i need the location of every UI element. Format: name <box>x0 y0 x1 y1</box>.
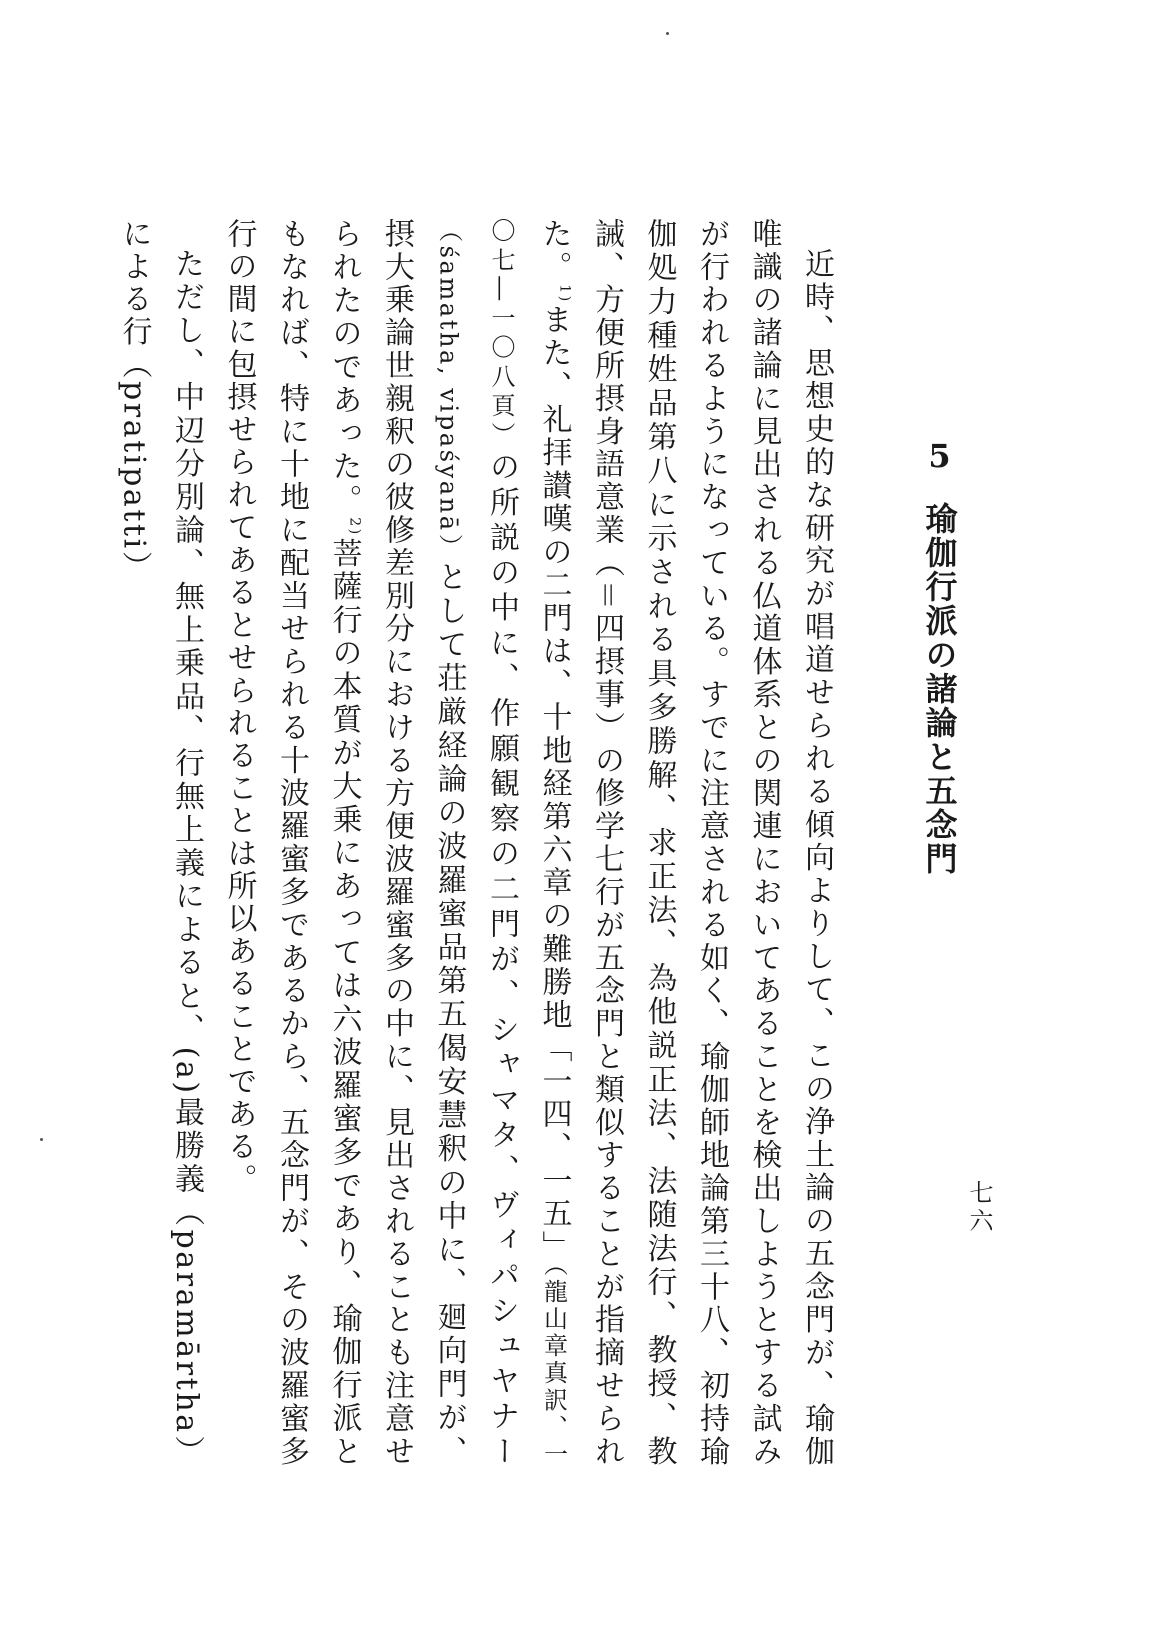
stray-mark <box>666 32 669 35</box>
footnote-ref-1: 1) <box>556 284 573 304</box>
paragraph-1 <box>212 218 842 1468</box>
footnote-ref-2: 2) <box>346 517 363 537</box>
sanskrit-gloss: （śamatha, vipaśyanā） <box>434 218 463 562</box>
page-number: 七六 <box>965 1180 993 1236</box>
text-segment: 近時、思想史的な研究が唱道せられる傾向よりして、この浄土論の五念門が、瑜伽唯識の諸論に見出される仏道体系との関連においてあることを検出しようとする試みが行われるようになっている。すでに注意される如く、瑜伽師地論第三十八、初持瑜伽処力種姓品第八に示される具多勝解、求正法、為他説正法、法随法行、教授、教誡、方便所摂身語意業（＝四摂事）の修学七行が五念門と類似することが指摘せられた。 <box>536 218 834 1468</box>
text-segment: の所説の中に、作願観察の二門が、シャマタ、ヴィパシュヤナー <box>484 451 519 1468</box>
citation-note: （龍山章真訳、一〇七―一〇八頁） <box>487 218 568 1468</box>
section-heading <box>917 440 963 1440</box>
text-segment: ただし、中辺分別論、無上乗品、行無上義によると、(a)最勝義（paramārtha）による行（pratipatti） <box>116 218 204 1468</box>
text-segment: 菩薩行の本質が大乗にあっては六波羅蜜多であり、瑜伽行派ともなれば、特に十地に配当せられる十波羅蜜多であるから、五念門が、その波羅蜜多行の間に包摂せられてあるとせられることは所以あることである。 <box>221 218 362 1468</box>
body-text <box>116 218 842 1468</box>
section-title: 瑜伽行派の諸論と五念門 <box>920 502 959 876</box>
text-segment: また、礼拝讃嘆の二門は、十地経第六章の難勝地「一四、一五」 <box>536 303 572 1264</box>
section-number: 5 <box>928 440 951 472</box>
text-segment: として荘厳経論の波羅蜜品第五偈安慧釈の中に、廻向門が、摂大乗論世親釈の彼修差別分における方便波羅蜜多の中に、見出されることも注意せられたのであった。 <box>326 218 467 1468</box>
stray-mark <box>40 1138 43 1141</box>
paragraph-2 <box>107 218 212 1468</box>
